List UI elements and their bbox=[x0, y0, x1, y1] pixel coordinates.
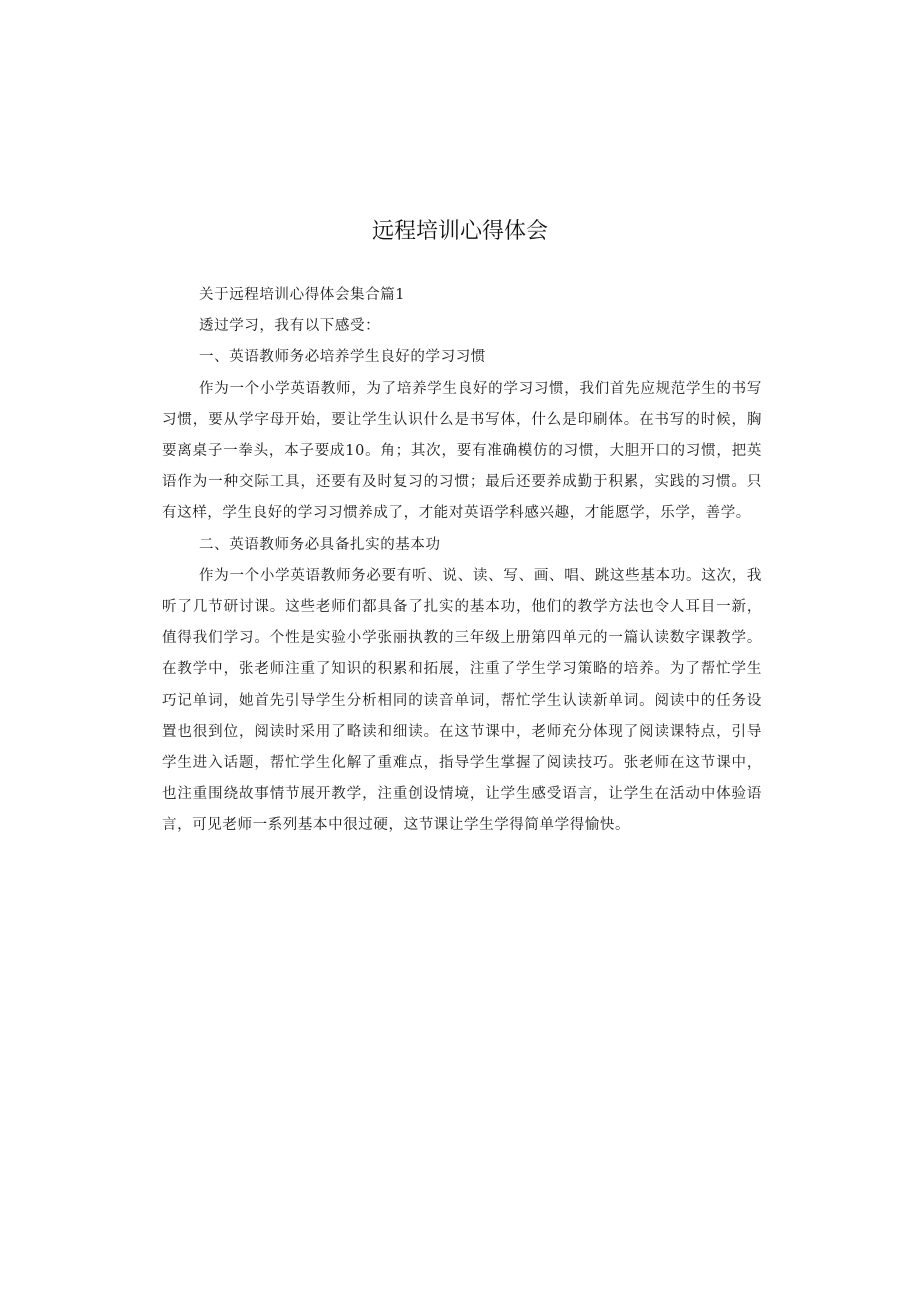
document-title: 远程培训心得体会 bbox=[371, 219, 548, 244]
section-heading-habits: 一、英语教师务必培养学生良好的学习习惯 bbox=[199, 349, 486, 366]
section-heading-skills: 二、英语教师务必具备扎实的基本功 bbox=[199, 536, 441, 553]
document-body bbox=[162, 280, 762, 842]
section-heading-article: 关于远程培训心得体会集合篇1 bbox=[199, 287, 406, 303]
paragraph-skills: 作为一个小学英语教师务必要有听、说、读、写、画、唱、跳这些基本功。这次，我听了几节研讨课。这些老师们都具备了扎实的基本功，他们的教学方法也令人耳目一新，值得我们学习。个性是实验小学张丽执教的三年级上册第四单元的一篇认读数字课教学。在教学中，张老师注重了知识的积累和拓展，注重了学生学习策略的培养。为了帮忙学生巧记单词，她首先引导学生分析相同的读音单词，帮忙学生认读新单词。阅读中的任务设置也很到位，阅读时采用了略读和细读。在这节课中，老师充分体现了阅读课特点，引导学生进入话题，帮忙学生化解了重难点，指导学生掌握了阅读技巧。张老师在这节课中，也注重围绕故事情节展开教学，注重创设情境，让学生感受语言，让学生在活动中体验语言，可见老师一系列基本中很过硬，这节课让学生学得简单学得愉快。 bbox=[162, 567, 762, 834]
intro-paragraph: 透过学习，我有以下感受： bbox=[199, 318, 381, 335]
paragraph-habits: 作为一个小学英语教师，为了培养学生良好的学习习惯，我们首先应规范学生的书写习惯，要从学字母开始，要让学生认识什么是书写体，什么是印刷体。在书写的时候，胸要离桌子一拳头，本子要成10。角；其次，要有准确模仿的习惯，大胆开口的习惯，把英语作为一种交际工具，还要有及时复习的习惯；最后还要养成勤于积累，实践的习惯。只有这样，学生良好的学习习惯养成了，才能对英语学科感兴趣，才能愿学，乐学，善学。 bbox=[162, 380, 762, 522]
